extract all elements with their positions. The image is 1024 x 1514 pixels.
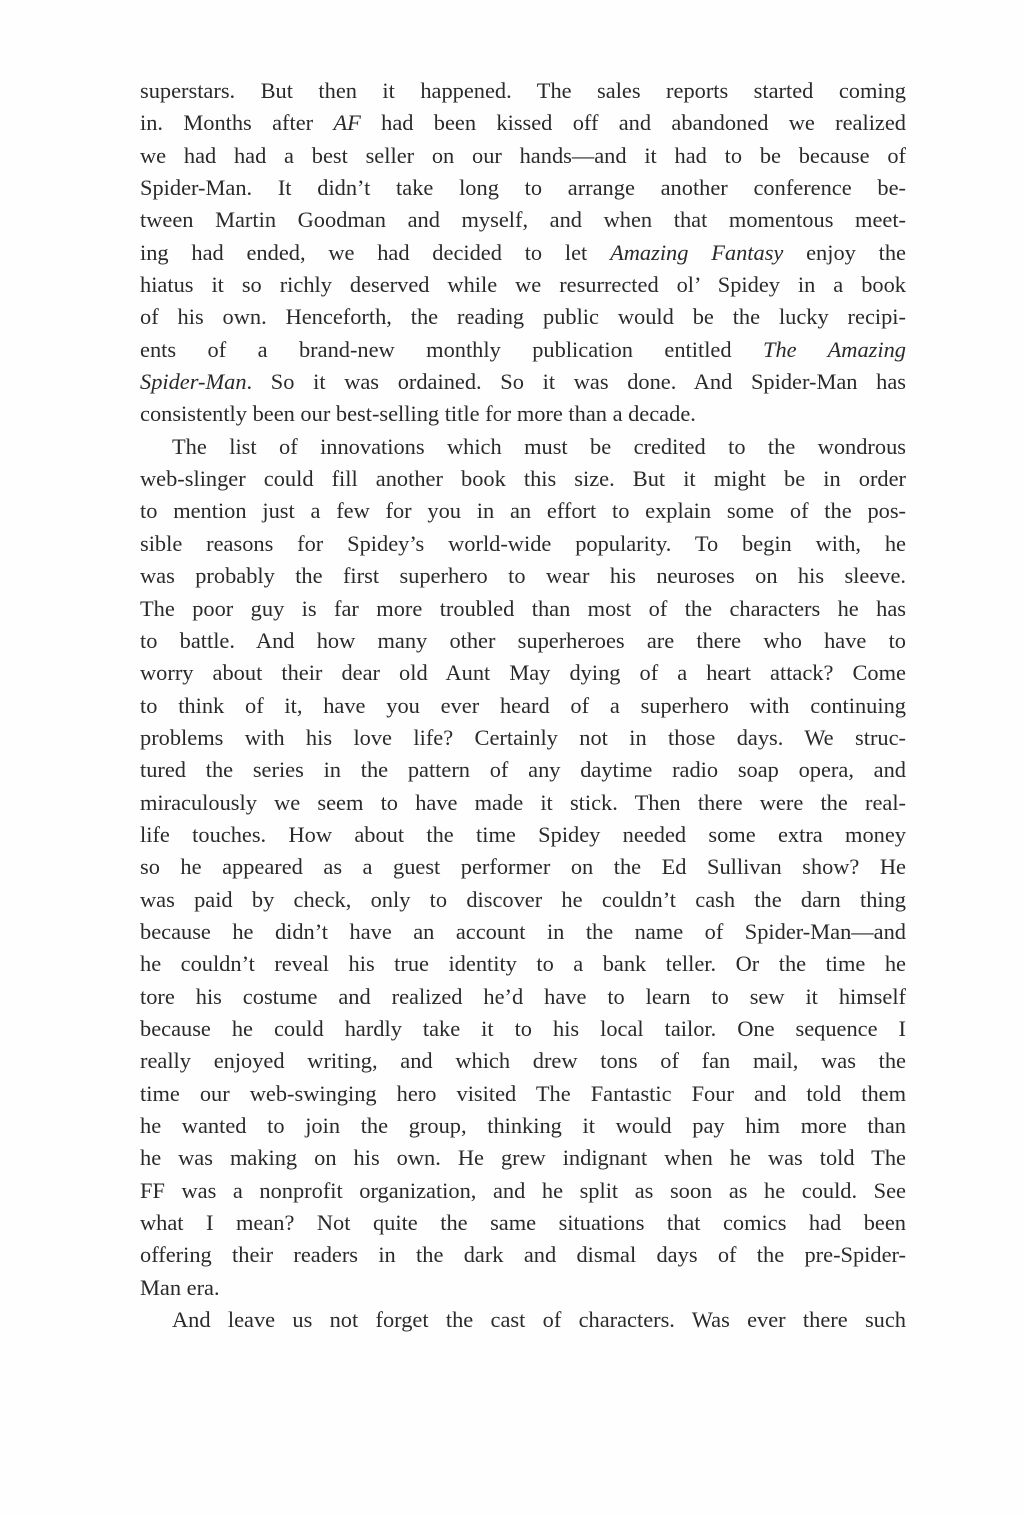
text-line: sible reasons for Spidey’s world-wide popularity. To begin with, he: [140, 530, 906, 556]
text-line: he was making on his own. He grew indignant when he was told The: [140, 1145, 906, 1171]
text-line: Spider-Man. It didn’t take long to arrange another conference be-: [140, 175, 906, 201]
text-line: because he could hardly take it to his local tailor. One sequence I: [140, 1015, 906, 1041]
text-line: superstars. But then it happened. The sales reports started coming: [140, 78, 906, 103]
text-line: was paid by check, only to discover he couldn’t cash the darn thing: [140, 886, 906, 912]
text-line: tore his costume and realized he’d have to learn to sew it himself: [140, 983, 906, 1009]
text-line: miraculously we seem to have made it stick. Then there were the real-: [140, 789, 906, 815]
text-line: to mention just a few for you in an effort to explain some of the pos-: [140, 498, 906, 524]
text-line: The list of innovations which must be credited to the wondrous: [172, 433, 906, 459]
text-line: web-slinger could fill another book this size. But it might be in order: [140, 466, 906, 492]
text-line: to think of it, have you ever heard of a superhero with continuing: [140, 692, 906, 718]
text-line: FF was a nonprofit organization, and he split as soon as he could. See: [140, 1177, 906, 1203]
text-line: he couldn’t reveal his true identity to a bank teller. Or the time he: [140, 951, 906, 977]
text-line: we had had a best seller on our hands—and it had to be because of: [140, 142, 906, 168]
text-line: worry about their dear old Aunt May dying of a heart attack? Come: [140, 660, 906, 686]
text-line: consistently been our best-selling title for more than a decade.: [140, 401, 696, 427]
text-line: ents of a brand-new monthly publication entitled The Amazing: [140, 336, 906, 362]
text-line: And leave us not forget the cast of characters. Was ever there such: [172, 1307, 906, 1333]
text-line: life touches. How about the time Spidey needed some extra money: [140, 821, 906, 847]
text-line: because he didn’t have an account in the name of Spider-Man—and: [140, 918, 906, 944]
text-line: really enjoyed writing, and which drew tons of fan mail, was the: [140, 1048, 906, 1074]
text-line: of his own. Henceforth, the reading public would be the lucky recipi-: [140, 304, 906, 330]
text-line: The poor guy is far more troubled than most of the characters he has: [140, 595, 906, 621]
text-line: to battle. And how many other superheroes are there who have to: [140, 627, 906, 653]
paragraph-p1: [140, 75, 906, 431]
italic-title: Amazing Fantasy: [610, 239, 784, 265]
text-line: what I mean? Not quite the same situations that comics had been: [140, 1210, 906, 1236]
body-text: [140, 75, 906, 1336]
italic-title: The Amazing: [763, 336, 906, 362]
text-line: problems with his love life? Certainly not in those days. We struc-: [140, 724, 906, 750]
text-line: so he appeared as a guest performer on the Ed Sullivan show? He: [140, 854, 906, 880]
paragraph-p2: [140, 431, 906, 1304]
text-line: offering their readers in the dark and dismal days of the pre-Spider-: [140, 1242, 906, 1268]
paragraph-p3: [140, 1304, 906, 1336]
text-line: ing had ended, we had decided to let Amazing Fantasy enjoy the: [140, 239, 906, 265]
italic-title: AF: [333, 110, 361, 136]
text-line: hiatus it so richly deserved while we resurrected ol’ Spidey in a book: [140, 272, 906, 298]
text-line: he wanted to join the group, thinking it would pay him more than: [140, 1113, 906, 1138]
text-line: time our web-swinging hero visited The Fantastic Four and told them: [140, 1080, 906, 1106]
text-line: was probably the first superhero to wear his neuroses on his sleeve.: [140, 563, 906, 589]
italic-title: Spider-Man: [140, 369, 247, 395]
text-line: tween Martin Goodman and myself, and when that momentous meet-: [140, 207, 906, 233]
text-line: in. Months after AF had been kissed off and abandoned we realized: [140, 110, 907, 136]
text-line: Man era.: [140, 1274, 220, 1300]
text-line: Spider-Man. So it was ordained. So it was done. And Spider-Man has: [140, 369, 906, 395]
text-line: tured the series in the pattern of any daytime radio soap opera, and: [140, 757, 906, 783]
